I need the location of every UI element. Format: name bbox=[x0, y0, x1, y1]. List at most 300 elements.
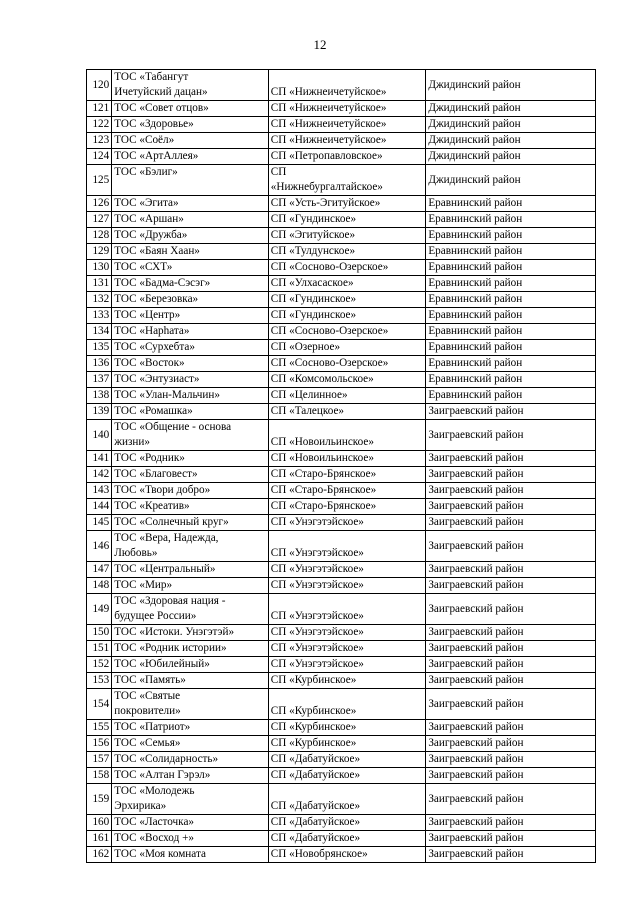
district-cell: Заиграевский район bbox=[426, 657, 596, 673]
tos-name-cell bbox=[112, 244, 269, 260]
tos-name-cell bbox=[112, 657, 269, 673]
tos-name-cell bbox=[112, 641, 269, 657]
tos-name-line: ТОС «Соёл» bbox=[114, 134, 175, 146]
settlement-cell bbox=[268, 451, 426, 467]
row-number: 161 bbox=[87, 831, 112, 847]
tos-name-line: ТОС «Юбилейный» bbox=[114, 658, 210, 670]
settlement-cell bbox=[268, 228, 426, 244]
district-cell: Заиграевский район bbox=[426, 578, 596, 594]
settlement-line: СП «Петропавловское» bbox=[270, 150, 383, 162]
tos-name-line: жизни» bbox=[114, 436, 150, 448]
tos-name-line: ТОС «Мир» bbox=[114, 579, 173, 591]
settlement-cell bbox=[268, 101, 426, 117]
tos-name-cell bbox=[112, 831, 269, 847]
settlement-cell bbox=[268, 515, 426, 531]
settlement-line: СП «Дабатуйское» bbox=[270, 816, 361, 828]
district-cell: Еравнинский район bbox=[426, 292, 596, 308]
settlement-line: СП «Нижнеичетуйское» bbox=[270, 102, 387, 114]
district-cell: Заиграевский район bbox=[426, 594, 596, 625]
row-number: 131 bbox=[87, 276, 112, 292]
tos-name-cell bbox=[112, 673, 269, 689]
tos-name-line: ТОС «Восток» bbox=[114, 357, 185, 369]
settlement-cell bbox=[268, 720, 426, 736]
tos-name-line: ТОС «Твори добро» bbox=[114, 484, 211, 496]
district-cell: Заиграевский район bbox=[426, 562, 596, 578]
settlement-cell bbox=[268, 340, 426, 356]
tos-name-cell bbox=[112, 815, 269, 831]
settlement-line: СП «Унэгэтэйское» bbox=[270, 658, 364, 670]
settlement-line: СП «Унэгэтэйское» bbox=[270, 547, 364, 559]
table-row bbox=[87, 784, 596, 815]
tos-name-cell bbox=[112, 562, 269, 578]
settlement-cell bbox=[268, 689, 426, 720]
settlement-line: СП «Комсомольское» bbox=[270, 373, 374, 385]
settlement-line: СП «Нижнеичетуйское» bbox=[270, 134, 387, 146]
tos-name-line: ТОС «Моя комната bbox=[114, 848, 206, 860]
tos-name-line: Ичетуйский дацан» bbox=[114, 86, 208, 98]
table-body bbox=[87, 70, 596, 863]
row-number: 133 bbox=[87, 308, 112, 324]
table-row bbox=[87, 70, 596, 101]
settlement-line: СП «Новобрянское» bbox=[270, 848, 368, 860]
settlement-cell bbox=[268, 499, 426, 515]
row-number: 152 bbox=[87, 657, 112, 673]
settlement-line: СП «Унэгэтэйское» bbox=[270, 563, 364, 575]
settlement-line: СП «Целинное» bbox=[270, 389, 348, 401]
settlement-cell bbox=[268, 784, 426, 815]
settlement-cell bbox=[268, 260, 426, 276]
settlement-line: СП «Тулдунское» bbox=[270, 245, 356, 257]
tos-name-line: ТОС «Нарhата» bbox=[114, 325, 190, 337]
settlement-cell bbox=[268, 149, 426, 165]
tos-name-cell bbox=[112, 847, 269, 863]
row-number: 136 bbox=[87, 356, 112, 372]
tos-name-cell bbox=[112, 720, 269, 736]
table-row bbox=[87, 720, 596, 736]
table-row bbox=[87, 308, 596, 324]
tos-name-line: ТОС «Совет отцов» bbox=[114, 102, 209, 114]
row-number: 122 bbox=[87, 117, 112, 133]
district-cell: Заиграевский район bbox=[426, 673, 596, 689]
tos-name-line: ТОС «Центр» bbox=[114, 309, 181, 321]
settlement-cell bbox=[268, 815, 426, 831]
row-number: 127 bbox=[87, 212, 112, 228]
table-row bbox=[87, 562, 596, 578]
district-cell: Заиграевский район bbox=[426, 625, 596, 641]
tos-name-cell bbox=[112, 212, 269, 228]
tos-name-cell bbox=[112, 260, 269, 276]
table-row bbox=[87, 831, 596, 847]
page-number: 12 bbox=[313, 37, 327, 52]
tos-name-line: ТОС «Табангут bbox=[114, 71, 189, 83]
row-number: 125 bbox=[87, 165, 112, 196]
row-number: 153 bbox=[87, 673, 112, 689]
district-cell: Еравнинский район bbox=[426, 260, 596, 276]
tos-name-line: ТОС «Солидарность» bbox=[114, 753, 219, 765]
district-cell: Еравнинский район bbox=[426, 244, 596, 260]
table-row bbox=[87, 356, 596, 372]
tos-name-cell bbox=[112, 308, 269, 324]
settlement-line: СП «Дабатуйское» bbox=[270, 832, 361, 844]
row-number: 123 bbox=[87, 133, 112, 149]
tos-name-line: ТОС «Восход +» bbox=[114, 832, 194, 844]
tos-name-line: ТОС «Родник истории» bbox=[114, 642, 227, 654]
settlement-line: СП «Старо-Брянское» bbox=[270, 484, 377, 496]
settlement-line: СП «Унэгэтэйское» bbox=[270, 610, 364, 622]
district-cell: Джидинский район bbox=[426, 70, 596, 101]
tos-name-line: ТОС «Семья» bbox=[114, 737, 181, 749]
settlement-cell bbox=[268, 244, 426, 260]
settlement-line: СП «Курбинское» bbox=[270, 737, 357, 749]
tos-name-line: ТОС «Здоровье» bbox=[114, 118, 194, 130]
row-number: 129 bbox=[87, 244, 112, 260]
settlement-cell bbox=[268, 736, 426, 752]
settlement-cell bbox=[268, 847, 426, 863]
tos-name-cell bbox=[112, 752, 269, 768]
settlement-line: СП «Дабатуйское» bbox=[270, 800, 361, 812]
settlement-line: СП «Нижнеичетуйское» bbox=[270, 118, 387, 130]
tos-name-cell bbox=[112, 625, 269, 641]
tos-name-line: ТОС «Сурхебта» bbox=[114, 341, 195, 353]
settlement-line: СП «Новоильинское» bbox=[270, 436, 374, 448]
district-cell: Заиграевский район bbox=[426, 531, 596, 562]
table-row bbox=[87, 736, 596, 752]
row-number: 157 bbox=[87, 752, 112, 768]
tos-name-cell bbox=[112, 451, 269, 467]
district-cell: Заиграевский район bbox=[426, 420, 596, 451]
settlement-line: СП «Новоильинское» bbox=[270, 452, 374, 464]
tos-name-cell bbox=[112, 594, 269, 625]
table-row bbox=[87, 594, 596, 625]
district-cell: Еравнинский район bbox=[426, 308, 596, 324]
row-number: 142 bbox=[87, 467, 112, 483]
settlement-cell bbox=[268, 276, 426, 292]
tos-name-line: ТОС «Истоки. Унэгэтэй» bbox=[114, 626, 235, 638]
row-number: 158 bbox=[87, 768, 112, 784]
settlement-line: СП bbox=[270, 166, 287, 178]
tos-name-line: ТОС «Ромашка» bbox=[114, 405, 193, 417]
district-cell: Заиграевский район bbox=[426, 467, 596, 483]
table-row bbox=[87, 324, 596, 340]
tos-name-line: ТОС «Аршан» bbox=[114, 213, 184, 225]
tos-name-line: ТОС «Молодежь bbox=[114, 785, 195, 797]
settlement-cell bbox=[268, 562, 426, 578]
row-number: 132 bbox=[87, 292, 112, 308]
settlement-cell bbox=[268, 292, 426, 308]
table-row bbox=[87, 451, 596, 467]
table-row bbox=[87, 340, 596, 356]
settlement-cell bbox=[268, 594, 426, 625]
district-cell: Еравнинский район bbox=[426, 372, 596, 388]
settlement-line: СП «Сосново-Озерское» bbox=[270, 325, 389, 337]
settlement-line: СП «Старо-Брянское» bbox=[270, 468, 377, 480]
table-row bbox=[87, 483, 596, 499]
table-row bbox=[87, 404, 596, 420]
settlement-line: СП «Сосново-Озерское» bbox=[270, 357, 389, 369]
district-cell: Джидинский район bbox=[426, 101, 596, 117]
table-row bbox=[87, 768, 596, 784]
district-cell: Заиграевский район bbox=[426, 768, 596, 784]
settlement-line: СП «Унэгэтэйское» bbox=[270, 516, 364, 528]
tos-name-cell bbox=[112, 467, 269, 483]
district-cell: Заиграевский район bbox=[426, 831, 596, 847]
row-number: 141 bbox=[87, 451, 112, 467]
tos-name-line: ТОС «Благовест» bbox=[114, 468, 198, 480]
tos-name-line: ТОС «Общение - основа bbox=[114, 421, 232, 433]
district-cell: Заиграевский район bbox=[426, 483, 596, 499]
row-number: 146 bbox=[87, 531, 112, 562]
row-number: 149 bbox=[87, 594, 112, 625]
row-number: 148 bbox=[87, 578, 112, 594]
tos-name-line: ТОС «Эгита» bbox=[114, 197, 179, 209]
district-cell: Джидинский район bbox=[426, 149, 596, 165]
tos-name-cell bbox=[112, 578, 269, 594]
row-number: 126 bbox=[87, 196, 112, 212]
tos-name-line: ТОС «Ласточка» bbox=[114, 816, 195, 828]
settlement-cell bbox=[268, 388, 426, 404]
row-number: 150 bbox=[87, 625, 112, 641]
tos-name-line: ТОС «Центральный» bbox=[114, 563, 216, 575]
table-row bbox=[87, 212, 596, 228]
row-number: 138 bbox=[87, 388, 112, 404]
settlement-line: СП «Курбинское» bbox=[270, 705, 357, 717]
tos-name-line: ТОС «Креатив» bbox=[114, 500, 190, 512]
tos-name-line: будущее России» bbox=[114, 610, 197, 622]
row-number: 156 bbox=[87, 736, 112, 752]
settlement-cell bbox=[268, 117, 426, 133]
tos-name-cell bbox=[112, 324, 269, 340]
tos-name-line: ТОС «Родник» bbox=[114, 452, 185, 464]
settlement-line: СП «Унэгэтэйское» bbox=[270, 642, 364, 654]
district-cell: Заиграевский район bbox=[426, 515, 596, 531]
table-row bbox=[87, 499, 596, 515]
tos-name-line: ТОС «Память» bbox=[114, 674, 186, 686]
settlement-cell bbox=[268, 212, 426, 228]
table-row bbox=[87, 847, 596, 863]
district-cell: Заиграевский район bbox=[426, 847, 596, 863]
table-row bbox=[87, 657, 596, 673]
district-cell: Заиграевский район bbox=[426, 815, 596, 831]
tos-name-cell bbox=[112, 149, 269, 165]
row-number: 155 bbox=[87, 720, 112, 736]
table-row bbox=[87, 467, 596, 483]
table-row bbox=[87, 276, 596, 292]
district-cell: Еравнинский район bbox=[426, 324, 596, 340]
table-row bbox=[87, 420, 596, 451]
table-row bbox=[87, 260, 596, 276]
settlement-cell bbox=[268, 404, 426, 420]
table-row bbox=[87, 673, 596, 689]
row-number: 151 bbox=[87, 641, 112, 657]
table-row bbox=[87, 292, 596, 308]
row-number: 121 bbox=[87, 101, 112, 117]
tos-name-line: ТОС «Улан-Мальчин» bbox=[114, 389, 220, 401]
table-row bbox=[87, 165, 596, 196]
district-cell: Заиграевский район bbox=[426, 752, 596, 768]
district-cell: Заиграевский район bbox=[426, 499, 596, 515]
table-row bbox=[87, 641, 596, 657]
settlement-line: СП «Гундинское» bbox=[270, 309, 357, 321]
district-cell: Джидинский район bbox=[426, 133, 596, 149]
tos-name-line: ТОС «Патриот» bbox=[114, 721, 191, 733]
row-number: 147 bbox=[87, 562, 112, 578]
tos-name-line: ТОС «Энтузиаст» bbox=[114, 373, 200, 385]
settlement-cell bbox=[268, 196, 426, 212]
settlement-cell bbox=[268, 657, 426, 673]
row-number: 135 bbox=[87, 340, 112, 356]
settlement-cell bbox=[268, 308, 426, 324]
table-row bbox=[87, 149, 596, 165]
settlement-cell bbox=[268, 372, 426, 388]
row-number: 139 bbox=[87, 404, 112, 420]
tos-name-cell bbox=[112, 70, 269, 101]
district-cell: Заиграевский район bbox=[426, 641, 596, 657]
settlement-cell bbox=[268, 831, 426, 847]
tos-name-line: Эрхирика» bbox=[114, 800, 167, 812]
tos-name-cell bbox=[112, 228, 269, 244]
settlement-cell bbox=[268, 641, 426, 657]
tos-name-line: ТОС «Березовка» bbox=[114, 293, 199, 305]
tos-name-line: ТОС «Бадма-Сэсэг» bbox=[114, 277, 211, 289]
table-row bbox=[87, 244, 596, 260]
settlement-cell bbox=[268, 752, 426, 768]
settlement-cell bbox=[268, 483, 426, 499]
district-cell: Еравнинский район bbox=[426, 276, 596, 292]
tos-name-cell bbox=[112, 101, 269, 117]
tos-name-line: ТОС «Баян Хаан» bbox=[114, 245, 200, 257]
settlement-cell bbox=[268, 768, 426, 784]
settlement-line: СП «Унэгэтэйское» bbox=[270, 579, 364, 591]
settlement-cell bbox=[268, 531, 426, 562]
table-row bbox=[87, 196, 596, 212]
tos-name-cell bbox=[112, 276, 269, 292]
table-row bbox=[87, 752, 596, 768]
district-cell: Еравнинский район bbox=[426, 212, 596, 228]
tos-name-cell bbox=[112, 117, 269, 133]
row-number: 162 bbox=[87, 847, 112, 863]
tos-name-line: ТОС «Здоровая нация - bbox=[114, 595, 226, 607]
tos-name-line: ТОС «Вера, Надежда, bbox=[114, 532, 219, 544]
district-cell: Еравнинский район bbox=[426, 388, 596, 404]
district-cell: Заиграевский район bbox=[426, 689, 596, 720]
settlement-line: СП «Талецкое» bbox=[270, 405, 345, 417]
district-cell: Заиграевский район bbox=[426, 720, 596, 736]
tos-name-cell bbox=[112, 388, 269, 404]
tos-name-cell bbox=[112, 515, 269, 531]
tos-name-line: ТОС «СХТ» bbox=[114, 261, 173, 273]
row-number: 124 bbox=[87, 149, 112, 165]
tos-name-cell bbox=[112, 531, 269, 562]
row-number: 130 bbox=[87, 260, 112, 276]
tos-name-cell bbox=[112, 372, 269, 388]
district-cell: Джидинский район bbox=[426, 165, 596, 196]
tos-name-cell bbox=[112, 420, 269, 451]
tos-name-cell bbox=[112, 483, 269, 499]
table-row bbox=[87, 515, 596, 531]
tos-name-cell bbox=[112, 165, 269, 196]
table-row bbox=[87, 689, 596, 720]
table-row bbox=[87, 578, 596, 594]
district-cell: Заиграевский район bbox=[426, 404, 596, 420]
tos-name-cell bbox=[112, 292, 269, 308]
tos-name-line: покровители» bbox=[114, 705, 181, 717]
district-cell: Джидинский район bbox=[426, 117, 596, 133]
settlement-line: СП «Унэгэтэйское» bbox=[270, 626, 364, 638]
row-number: 154 bbox=[87, 689, 112, 720]
row-number: 137 bbox=[87, 372, 112, 388]
tos-name-cell bbox=[112, 133, 269, 149]
settlement-cell bbox=[268, 70, 426, 101]
row-number: 159 bbox=[87, 784, 112, 815]
settlement-line: СП «Озерное» bbox=[270, 341, 341, 353]
settlement-line: СП «Усть-Эгитуйское» bbox=[270, 197, 381, 209]
settlement-cell bbox=[268, 467, 426, 483]
settlement-cell bbox=[268, 673, 426, 689]
settlement-line: СП «Старо-Брянское» bbox=[270, 500, 377, 512]
tos-name-cell bbox=[112, 356, 269, 372]
table-row bbox=[87, 372, 596, 388]
district-cell: Еравнинский район bbox=[426, 356, 596, 372]
table-row bbox=[87, 101, 596, 117]
tos-name-cell bbox=[112, 689, 269, 720]
district-cell: Еравнинский район bbox=[426, 228, 596, 244]
settlement-line: СП «Дабатуйское» bbox=[270, 769, 361, 781]
tos-registry-table bbox=[86, 69, 596, 863]
settlement-line: СП «Сосново-Озерское» bbox=[270, 261, 389, 273]
district-cell: Еравнинский район bbox=[426, 196, 596, 212]
row-number: 160 bbox=[87, 815, 112, 831]
tos-name-cell bbox=[112, 404, 269, 420]
tos-name-line: ТОС «Бэлиг» bbox=[114, 166, 178, 178]
table-row bbox=[87, 388, 596, 404]
settlement-line: СП «Гундинское» bbox=[270, 293, 357, 305]
row-number: 144 bbox=[87, 499, 112, 515]
table-row bbox=[87, 133, 596, 149]
tos-name-cell bbox=[112, 768, 269, 784]
row-number: 140 bbox=[87, 420, 112, 451]
settlement-line: СП «Дабатуйское» bbox=[270, 753, 361, 765]
settlement-line: «Нижнебургалтайское» bbox=[270, 181, 383, 193]
table-row bbox=[87, 815, 596, 831]
district-cell: Заиграевский район bbox=[426, 736, 596, 752]
tos-name-line: ТОС «Дружба» bbox=[114, 229, 188, 241]
row-number: 143 bbox=[87, 483, 112, 499]
row-number: 120 bbox=[87, 70, 112, 101]
settlement-line: СП «Улхасаское» bbox=[270, 277, 354, 289]
settlement-line: СП «Нижнеичетуйское» bbox=[270, 86, 387, 98]
row-number: 128 bbox=[87, 228, 112, 244]
settlement-line: СП «Курбинское» bbox=[270, 674, 357, 686]
tos-name-cell bbox=[112, 340, 269, 356]
settlement-cell bbox=[268, 324, 426, 340]
settlement-cell bbox=[268, 625, 426, 641]
settlement-line: СП «Гундинское» bbox=[270, 213, 357, 225]
tos-name-cell bbox=[112, 784, 269, 815]
settlement-cell bbox=[268, 356, 426, 372]
settlement-line: СП «Курбинское» bbox=[270, 721, 357, 733]
row-number: 134 bbox=[87, 324, 112, 340]
tos-name-cell bbox=[112, 736, 269, 752]
settlement-cell bbox=[268, 133, 426, 149]
table-row bbox=[87, 625, 596, 641]
tos-name-cell bbox=[112, 499, 269, 515]
settlement-cell bbox=[268, 420, 426, 451]
row-number: 145 bbox=[87, 515, 112, 531]
tos-name-line: ТОС «Алтан Гэрэл» bbox=[114, 769, 211, 781]
district-cell: Еравнинский район bbox=[426, 340, 596, 356]
tos-name-line: ТОС «Святые bbox=[114, 690, 181, 702]
tos-name-line: ТОС «АртАллея» bbox=[114, 150, 199, 162]
